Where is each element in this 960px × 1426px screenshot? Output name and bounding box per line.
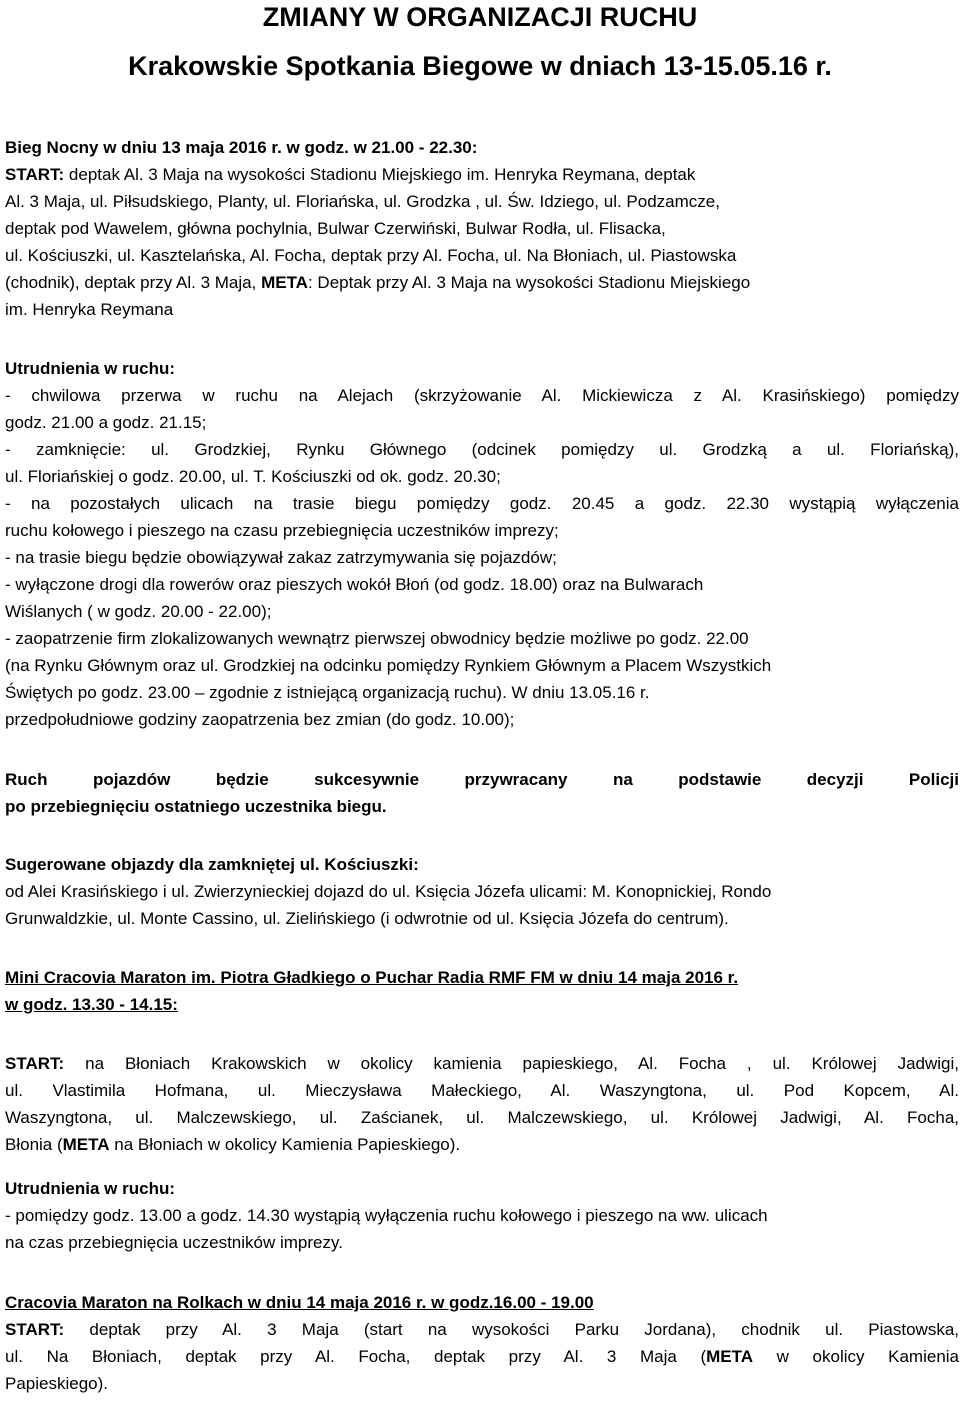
section1-difficulty-line: Wiślanych ( w godz. 20.00 - 22.00); [5, 602, 272, 621]
section2-route-line-1: START: na Błoniach Krakowskich w okolicy kamienia papieskiego, Al. Focha , ul. Królowej Jadwigi, [5, 1054, 959, 1073]
section1-difficulties-heading: Utrudnienia w ruchu: [5, 359, 175, 378]
section2-difficulty-line: na czas przebiegnięcia uczestników imprezy. [5, 1233, 343, 1252]
document-subtitle: Krakowskie Spotkania Biegowe w dniach 13-15.05.16 r. [128, 51, 832, 81]
section1-detour-line: od Alei Krasińskiego i ul. Zwierzynieckiej dojazd do ul. Księcia Józefa ulicami: M. Konopnickiej, Rondo [5, 882, 772, 901]
document-title: ZMIANY W ORGANIZACJI RUCHU [262, 2, 698, 32]
section1-difficulty-line: - zaopatrzenie firm zlokalizowanych wewnątrz pierwszej obwodnicy będzie możliwe po godz. 22.00 [5, 629, 749, 648]
section3-route-line-1: START: deptak przy Al. 3 Maja (start na wysokości Parku Jordana), chodnik ul. Piastowska, [5, 1320, 959, 1339]
section2-difficulty-line: - pomiędzy godz. 13.00 a godz. 14.30 wystąpią wyłączenia ruchu kołowego i pieszego na ww. ulicach [5, 1206, 768, 1225]
section1-route-line-1: START: deptak Al. 3 Maja na wysokości Stadionu Miejskiego im. Henryka Reymana, deptak [5, 165, 696, 184]
section2-route-line: Waszyngtona, ul. Malczewskiego, ul. Zaścianek, ul. Malczewskiego, ul. Królowej Jadwigi, Al. Focha, [5, 1108, 959, 1127]
section1-difficulty-line: ruchu kołowego i pieszego na czasu przebiegnięcia uczestników imprezy; [5, 521, 559, 540]
section3-route-line-2: ul. Na Błoniach, deptak przy Al. Focha, deptak przy Al. 3 Maja (META w okolicy Kamienia [5, 1347, 960, 1366]
section2-difficulties-heading: Utrudnienia w ruchu: [5, 1179, 175, 1198]
section2-route-line: ul. Vlastimila Hofmana, ul. Mieczysława Małeckiego, Al. Waszyngtona, ul. Pod Kopcem, Al. [5, 1081, 959, 1100]
section1-route-line-5: (chodnik), deptak przy Al. 3 Maja, META: Deptak przy Al. 3 Maja na wysokości Stadionu Miejskiego [5, 273, 751, 292]
section1-restore-line-1: Ruch pojazdów będzie sukcesywnie przywracany na podstawie decyzji Policji [5, 770, 959, 789]
section1-route-line-4: ul. Kościuszki, ul. Kasztelańska, Al. Focha, deptak przy Al. Focha, ul. Na Błoniach, ul. Piastowska [5, 246, 737, 265]
section1-difficulty-line: - na pozostałych ulicach na trasie biegu pomiędzy godz. 20.45 a godz. 22.30 wystąpią wyłączenia [5, 494, 959, 513]
section1-difficulty-line: - chwilowa przerwa w ruchu na Alejach (skrzyżowanie Al. Mickiewicza z Al. Krasińskiego) pomiędzy [5, 386, 959, 405]
section2-heading-line-2: w godz. 13.30 - 14.15: [5, 995, 178, 1014]
section1-difficulty-line: Świętych po godz. 23.00 – zgodnie z istniejącą organizacją ruchu). W dniu 13.05.16 r. [5, 683, 650, 702]
section1-difficulty-line: - na trasie biegu będzie obowiązywał zakaz zatrzymywania się pojazdów; [5, 548, 557, 567]
section1-difficulty-line: godz. 21.00 a godz. 21.15; [5, 413, 207, 432]
section1-difficulty-line: - wyłączone drogi dla rowerów oraz pieszych wokół Błoń (od godz. 18.00) oraz na Bulwarach [5, 575, 704, 594]
section1-route-line-2: Al. 3 Maja, ul. Piłsudskiego, Planty, ul. Floriańska, ul. Grodzka , ul. Św. Idziego, ul. Podzamcze, [5, 192, 720, 211]
section1-route-line-6: im. Henryka Reymana [5, 300, 174, 319]
section2-heading-line-1: Mini Cracovia Maraton im. Piotra Gładkiego o Puchar Radia RMF FM w dniu 14 maja 2016 r. [5, 968, 739, 987]
section3-heading: Cracovia Maraton na Rolkach w dniu 14 maja 2016 r. w godz.16.00 - 19.00 [5, 1293, 594, 1312]
section1-restore-line-2: po przebiegnięciu ostatniego uczestnika biegu. [5, 797, 387, 816]
section1-difficulty-line: przedpołudniowe godziny zaopatrzenia bez zmian (do godz. 10.00); [5, 710, 515, 729]
section2-route-last: Błonia (META na Błoniach w okolicy Kamienia Papieskiego). [5, 1135, 461, 1154]
section1-detour-line: Grunwaldzkie, ul. Monte Cassino, ul. Zielińskiego (i odwrotnie od ul. Księcia Józefa do centrum). [5, 909, 729, 928]
section1-detour-heading: Sugerowane objazdy dla zamkniętej ul. Kościuszki: [5, 855, 419, 874]
section1-difficulty-line: - zamknięcie: ul. Grodzkiej, Rynku Głównego (odcinek pomiędzy ul. Grodzką a ul. Floriańską), [5, 440, 959, 459]
section1-difficulty-line: (na Rynku Głównym oraz ul. Grodzkiej na odcinku pomiędzy Rynkiem Głównym a Placem Wszystkich [5, 656, 772, 675]
section1-difficulty-line: ul. Floriańskiej o godz. 20.00, ul. T. Kościuszki od ok. godz. 20.30; [5, 467, 501, 486]
section3-route-line-3: Papieskiego). [5, 1374, 109, 1393]
section1-heading: Bieg Nocny w dniu 13 maja 2016 r. w godz. w 21.00 - 22.30: [5, 138, 478, 157]
section1-route-line-3: deptak pod Wawelem, główna pochylnia, Bulwar Czerwiński, Bulwar Rodła, ul. Flisacka, [5, 219, 666, 238]
